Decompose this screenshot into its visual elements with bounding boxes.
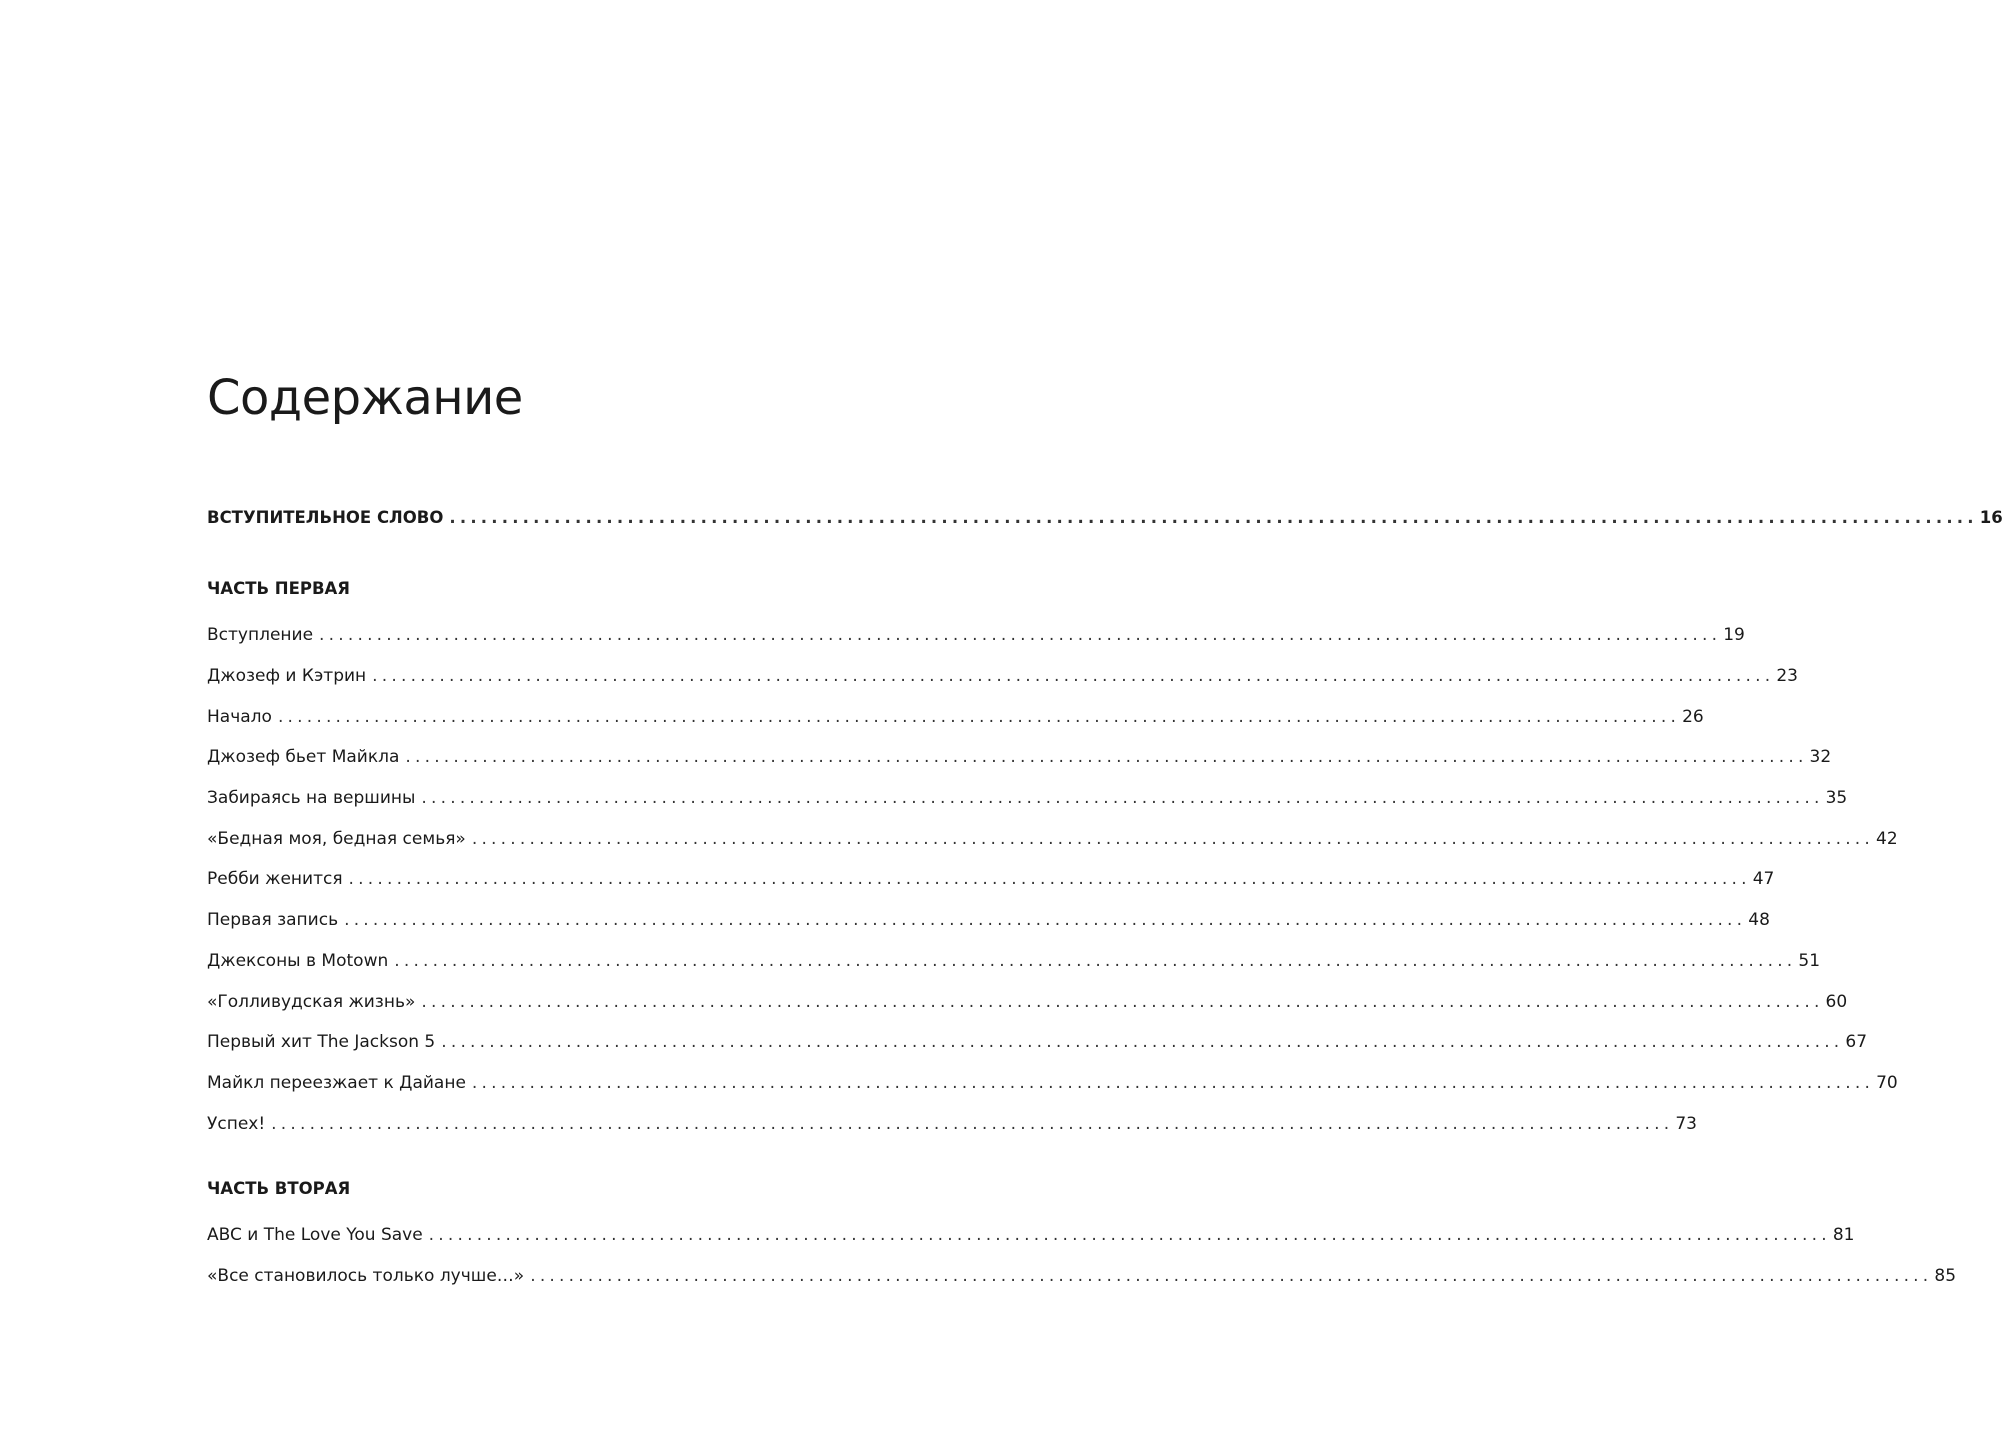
dot-leader: .................................................................................................................................................. bbox=[471, 1073, 1875, 1093]
toc-entry[interactable] bbox=[207, 1072, 1898, 1094]
dot-leader: .................................................................................................................................................. bbox=[421, 992, 1824, 1012]
toc-page-number: 23 bbox=[1776, 666, 1798, 686]
dot-leader: .................................................................................................................................................. bbox=[471, 829, 1874, 849]
toc-page-number: 73 bbox=[1675, 1114, 1697, 1134]
toc-entry-title: «Голливудская жизнь» bbox=[207, 992, 416, 1012]
toc-entry-title: Первый хит The Jackson 5 bbox=[207, 1032, 436, 1052]
dot-leader: .................................................................................................................................................. bbox=[394, 951, 1797, 971]
toc-entry-title: Успех! bbox=[207, 1114, 266, 1134]
toc-entry-title: Первая запись bbox=[207, 910, 339, 930]
toc-page-number: 35 bbox=[1825, 788, 1848, 808]
toc-entry-title: ВСТУПИТЕЛЬНОЕ СЛОВО bbox=[207, 508, 444, 527]
dot-leader: .................................................................................................................................................. bbox=[421, 788, 1824, 808]
toc-page-number: 16 bbox=[1979, 508, 2003, 527]
toc-entry-title: ABC и The Love You Save bbox=[207, 1225, 423, 1245]
dot-leader: .................................................................................................................................................. bbox=[271, 1114, 1674, 1134]
toc-entry[interactable] bbox=[207, 665, 1798, 687]
toc-entry-title: Джексоны в Motown bbox=[207, 951, 389, 971]
toc-entry[interactable] bbox=[207, 746, 1832, 768]
toc-entry-title: Начало bbox=[207, 707, 272, 727]
toc-entry[interactable] bbox=[207, 950, 1821, 972]
dot-leader: .................................................................................................................................................. bbox=[319, 625, 1722, 645]
dot-leader: .................................................................................................................................................. bbox=[449, 508, 1978, 527]
toc-page-number: 67 bbox=[1845, 1032, 1868, 1052]
toc-entry[interactable] bbox=[207, 1113, 1697, 1135]
toc-page-number: 26 bbox=[1682, 707, 1704, 727]
toc-entry-title: Ребби женится bbox=[207, 869, 343, 889]
dot-leader: .................................................................................................................................................. bbox=[344, 910, 1747, 930]
toc-page-number: 51 bbox=[1798, 951, 1821, 971]
toc-page-number: 32 bbox=[1809, 747, 1832, 767]
toc-page-number: 81 bbox=[1832, 1225, 1855, 1245]
toc-entry[interactable] bbox=[207, 909, 1770, 931]
toc-entry[interactable] bbox=[207, 1031, 1868, 1053]
dot-leader: .................................................................................................................................................. bbox=[277, 707, 1681, 727]
toc-entry-title: Майкл переезжает к Дайане bbox=[207, 1073, 466, 1093]
dot-leader: .................................................................................................................................................. bbox=[530, 1266, 1933, 1286]
toc-entry[interactable] bbox=[207, 787, 1848, 809]
toc-page-number: 60 bbox=[1825, 992, 1848, 1012]
toc-entry[interactable] bbox=[207, 1224, 1855, 1246]
toc-page-number: 70 bbox=[1876, 1073, 1898, 1093]
toc-entry[interactable] bbox=[207, 624, 1745, 646]
toc-entry-title: Вступление bbox=[207, 625, 314, 645]
toc-entry-title: «Все становилось только лучше…» bbox=[207, 1266, 525, 1286]
toc-page-number: 48 bbox=[1748, 910, 1770, 930]
toc-entry-title: «Бедная моя, бедная семья» bbox=[207, 829, 466, 849]
toc-entry[interactable] bbox=[207, 868, 1775, 890]
toc-entry[interactable] bbox=[207, 828, 1898, 850]
toc-entry[interactable] bbox=[207, 706, 1704, 728]
toc-entry-title: Забираясь на вершины bbox=[207, 788, 416, 808]
page-title: Содержание bbox=[207, 370, 523, 426]
toc-page-number: 42 bbox=[1876, 829, 1898, 849]
toc-entry-title: Джозеф и Кэтрин bbox=[207, 666, 367, 686]
toc-entry[interactable] bbox=[207, 991, 1848, 1013]
dot-leader: .................................................................................................................................................. bbox=[405, 747, 1808, 767]
toc-entry[interactable] bbox=[207, 1265, 1957, 1287]
toc-entry-title: Джозеф бьет Майкла bbox=[207, 747, 400, 767]
dot-leader: .................................................................................................................................................. bbox=[348, 869, 1751, 889]
part-heading: ЧАСТЬ ПЕРВАЯ bbox=[207, 579, 351, 598]
dot-leader: .................................................................................................................................................. bbox=[428, 1225, 1831, 1245]
dot-leader: .................................................................................................................................................. bbox=[441, 1032, 1844, 1052]
toc-page-number: 19 bbox=[1723, 625, 1745, 645]
dot-leader: .................................................................................................................................................. bbox=[372, 666, 1775, 686]
toc-entry-intro[interactable] bbox=[207, 507, 2003, 529]
toc-page-number: 47 bbox=[1752, 869, 1775, 889]
part-heading: ЧАСТЬ ВТОРАЯ bbox=[207, 1179, 351, 1198]
toc-page-number: 85 bbox=[1934, 1266, 1957, 1286]
